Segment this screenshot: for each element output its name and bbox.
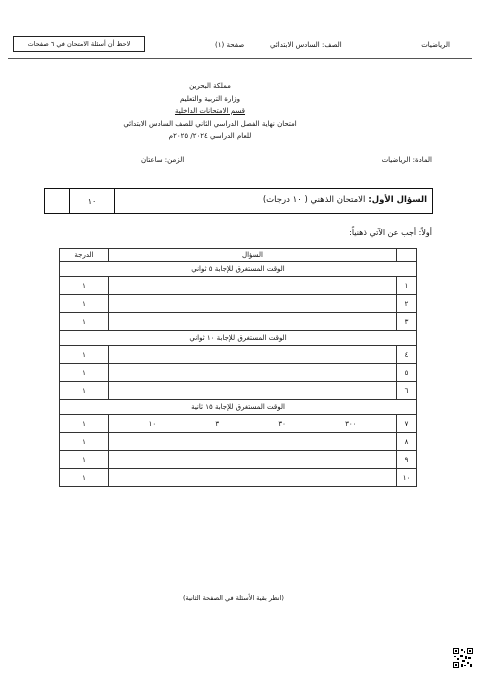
question-total-score: ١٠ bbox=[70, 189, 115, 213]
ministry-block bbox=[110, 80, 310, 143]
header-divider bbox=[8, 58, 472, 59]
table-row bbox=[60, 433, 417, 451]
qr-code-icon bbox=[453, 648, 473, 668]
page-count-notice: لاحظ أن أسئلة الامتحان في ٦ صفحات bbox=[13, 36, 145, 52]
continue-note: (انظر بقية الأسئلة في الصفحة الثانية) bbox=[183, 594, 284, 602]
row-grade: ١ bbox=[60, 313, 109, 331]
row-number: ٩ bbox=[397, 451, 417, 469]
row-grade: ١ bbox=[60, 415, 109, 433]
table-row bbox=[60, 277, 417, 295]
table-row bbox=[60, 415, 417, 433]
row-number: ٦ bbox=[397, 382, 417, 400]
instruction-text: أولاً: أجب عن الآتي ذهنياً: bbox=[349, 228, 432, 237]
header-grade: الصف: السادس الابتدائي bbox=[270, 41, 342, 49]
subject-line: المادة: الرياضيات bbox=[381, 156, 432, 164]
option-1[interactable]: ٣٠٠ bbox=[345, 419, 357, 428]
question-title-text: الامتحان الذهني ( ١٠ درجات) bbox=[262, 195, 366, 205]
table-row bbox=[60, 364, 417, 382]
answer-cell[interactable] bbox=[109, 469, 397, 487]
table-row bbox=[60, 451, 417, 469]
row-number: ٨ bbox=[397, 433, 417, 451]
row-grade: ١ bbox=[60, 364, 109, 382]
section-label: الوقت المستغرق للإجابة ١٥ ثانية bbox=[60, 400, 417, 415]
exam-title-line: امتحان نهاية الفصل الدراسي الثاني للصف السادس الابتدائي bbox=[123, 119, 297, 128]
academic-year-line: للعام الدراسي ٢٠٢٤/ ٢٠٢٥م bbox=[168, 132, 252, 140]
row-grade: ١ bbox=[60, 451, 109, 469]
table-header-row bbox=[60, 249, 417, 262]
table-row bbox=[60, 295, 417, 313]
section-label: الوقت المستغرق للإجابة ١٠ ثواني bbox=[60, 331, 417, 346]
kingdom-line: مملكة البحرين bbox=[189, 82, 231, 90]
section-label: الوقت المستغرق للإجابة ٥ ثواني bbox=[60, 262, 417, 277]
row-number: ١ bbox=[397, 277, 417, 295]
header-subject: الرياضيات bbox=[421, 41, 450, 49]
option-2[interactable]: ٣٠ bbox=[278, 419, 286, 428]
table-row bbox=[60, 313, 417, 331]
answer-cell[interactable] bbox=[109, 364, 397, 382]
option-4[interactable]: ١٠ bbox=[148, 419, 157, 428]
question-header-box bbox=[44, 188, 433, 214]
table-row bbox=[60, 469, 417, 487]
answer-cell[interactable] bbox=[109, 415, 397, 433]
answer-cell[interactable] bbox=[109, 277, 397, 295]
department-line: قسم الامتحانات الداخلية bbox=[174, 107, 246, 115]
row-number: ٣ bbox=[397, 313, 417, 331]
answer-cell[interactable] bbox=[109, 451, 397, 469]
table-row bbox=[60, 346, 417, 364]
row-number: ٧ bbox=[397, 415, 417, 433]
header-right bbox=[270, 41, 450, 49]
answer-cell[interactable] bbox=[109, 313, 397, 331]
row-grade: ١ bbox=[60, 469, 109, 487]
row-grade: ١ bbox=[60, 433, 109, 451]
answer-cell[interactable] bbox=[109, 433, 397, 451]
answer-cell[interactable] bbox=[109, 295, 397, 313]
question-title-label: السؤال الأول: bbox=[368, 195, 427, 205]
answer-cell[interactable] bbox=[109, 382, 397, 400]
questions-table bbox=[59, 248, 417, 487]
header-num-cell bbox=[397, 249, 417, 262]
answer-cell[interactable] bbox=[109, 346, 397, 364]
row-grade: ١ bbox=[60, 295, 109, 313]
table-row bbox=[60, 382, 417, 400]
row-grade: ١ bbox=[60, 346, 109, 364]
row-grade: ١ bbox=[60, 382, 109, 400]
row-grade: ١ bbox=[60, 277, 109, 295]
question-title bbox=[263, 195, 427, 205]
row-number: ٢ bbox=[397, 295, 417, 313]
option-3[interactable]: ٣ bbox=[215, 419, 220, 428]
score-blank-cell bbox=[45, 189, 70, 213]
header-grade-cell: الدرجة bbox=[60, 249, 109, 262]
row-number: ٤ bbox=[397, 346, 417, 364]
row-number: ٥ bbox=[397, 364, 417, 382]
page-number: صفحة (١) bbox=[215, 41, 245, 49]
row-number: ١٠ bbox=[397, 469, 417, 487]
header-question-cell: السؤال bbox=[109, 249, 397, 262]
ministry-line: وزارة التربية والتعليم bbox=[179, 94, 241, 103]
time-line: الزمن: ساعتان bbox=[141, 156, 185, 164]
answer-options bbox=[109, 420, 396, 428]
